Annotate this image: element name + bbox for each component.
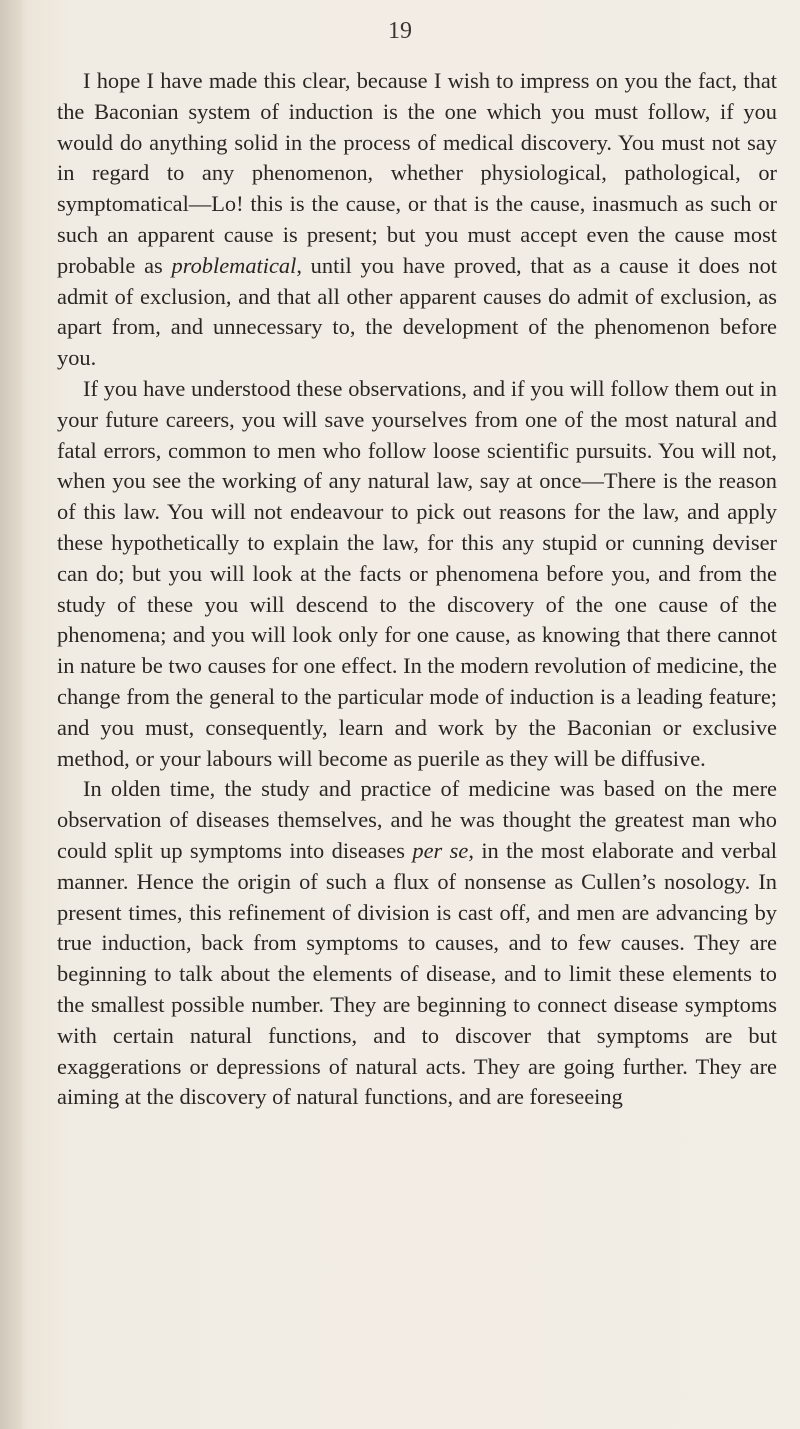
body-text <box>57 66 777 1113</box>
paragraph-2 <box>57 374 777 774</box>
paragraph-1-text-b: , until you have proved, that as a cause it does not admit of exclusion, and that all other apparent causes do admit of exclusion, as apart from, and unnecessary to, the development of the phenomenon before you. <box>57 252 777 371</box>
paragraph-1 <box>57 66 777 374</box>
paragraph-3 <box>57 774 777 1113</box>
paragraph-2-text: If you have understood these observations, and if you will follow them out in your future careers, you will save yourselves from one of the most natural and fatal errors, common to men who follow loose scientific pursuits. You will not, when you see the working of any natural law, say at once—There is the reason of this law. You will not endeavour to pick out reasons for the law, and apply these hypothetically to explain the law, for this any stupid or cunning deviser can do; but you will look at the facts or phenomena before you, and from the study of these you will descend to the discovery of the one cause of the phenomena; and you will look only for one cause, as knowing that there cannot in nature be two causes for one effect. In the modern revolution of medicine, the change from the general to the particular mode of induction is a leading feature; and you must, consequently, learn and work by the Baconian or exclusive method, or your labours will become as puerile as they will be diffusive. <box>57 375 777 771</box>
paragraph-1-text-a: I hope I have made this clear, because I wish to impress on you the fact, that the Baconian system of induction is the one which you must follow, if you would do anything solid in the process of medical discovery. You must not say in regard to any phenomenon, whether physiological, pathological, or symptomatical—Lo! this is the cause, or that is the cause, inasmuch as such or such an apparent cause is present; but you must accept even the cause most probable as <box>57 68 777 278</box>
paragraph-1-emphasis: problematical <box>171 252 297 278</box>
page-number: 19 <box>388 18 412 44</box>
paragraph-3-emphasis: per se <box>412 837 469 863</box>
paragraph-3-text-a: In olden time, the study and practice of medicine was based on the mere observation of diseases themselves, and he was thought the greatest man who could split up symptoms into diseases <box>57 776 777 863</box>
page-gutter-shadow <box>0 0 22 1429</box>
paragraph-3-text-b: , in the most elaborate and verbal manner. Hence the origin of such a flux of nonsense as Cullen’s nosology. In present times, this refinement of division is cast off, and men are advancing by true induction, back from symptoms to causes, and to few causes. They are beginning to talk about the elements of disease, and to limit these elements to the smallest possible number. They are beginning to connect disease symptoms with certain natural functions, and to discover that symptoms are but exaggerations or depressions of natural acts. They are going further. They are aiming at the discovery of natural functions, and are foreseeing <box>57 837 777 1110</box>
